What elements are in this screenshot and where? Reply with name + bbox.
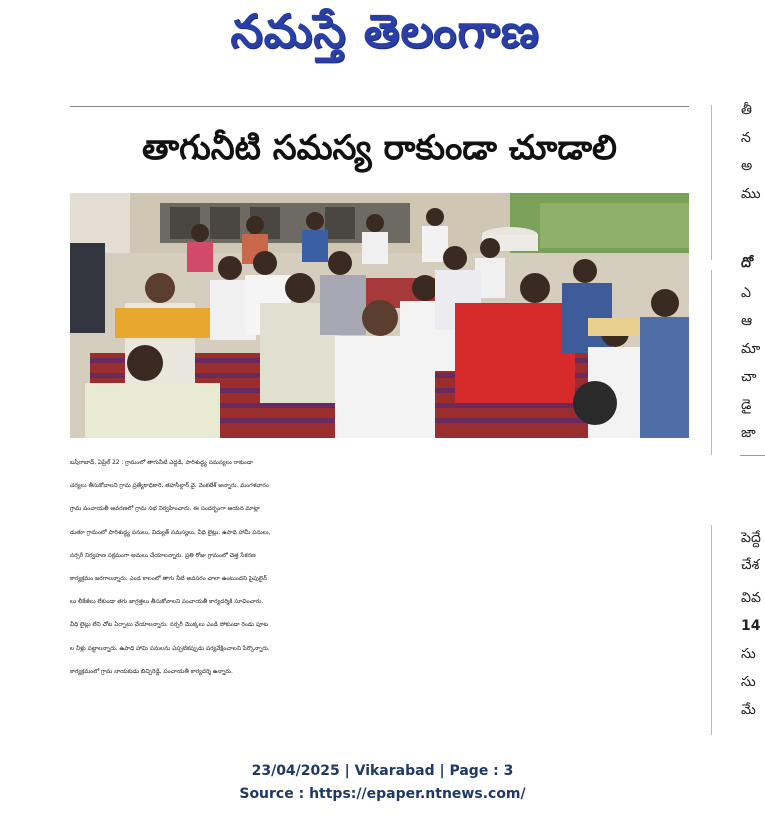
side-column-text: తీ xyxy=(741,102,752,118)
body-line: లు లీకేజీలు లేకుండా తగు జాగ్రత్తలు తీసుకోవాలని పంచాయతీ కార్యదర్శికి సూచించారు. xyxy=(70,599,264,606)
side-column-text: సు xyxy=(741,646,756,662)
body-line: డుతూ గ్రామంలో పారిశుద్ధ్య పనులు, విద్యుత్ సమస్యలు, వీధి లైట్లు, ఉపాధి హామీ పనులు, xyxy=(70,529,271,536)
body-line: చర్యలు తీసుకోవాలని గ్రామ ప్రత్యేకాధికారి, తహసీల్దార్ వై. వెంకటేశ్ అన్నారు. మంగళవారం xyxy=(70,483,269,490)
side-column-text: ఆ xyxy=(741,313,753,329)
article-headline: తాగునీటి సమస్య రాకుండా చూడాలి xyxy=(142,128,617,168)
footer-source: Source : https://epaper.ntnews.com/ xyxy=(239,786,526,802)
side-column-text: మే xyxy=(741,702,756,718)
article-body xyxy=(70,452,692,684)
body-line: వీధి లైట్లు లేని చోట ఏర్పాటు చేయాలన్నారు. నర్సరీ మొక్కలు ఎండి పోకుండా రెండు పూట xyxy=(70,622,268,629)
side-column-text: చా xyxy=(741,369,757,385)
side-divider xyxy=(740,455,765,456)
side-column-text: ము xyxy=(741,186,761,202)
side-column-text: పెద్దే xyxy=(741,530,761,546)
body-line: కార్యక్రమంలో గ్రామ నాయకుడు బిచ్చిరెడ్డి, పంచాయతీ కార్యదర్శి ఉన్నారు. xyxy=(70,668,233,675)
footer-date-edition: 23/04/2025 | Vikarabad | Page : 3 xyxy=(251,763,514,779)
side-column-text: డై xyxy=(741,397,752,413)
body-line: గ్రామ పంచాయతీ ఆవరణలో గ్రామ సభ నిర్వహించారు. ఈ సందర్భంగా ఆయన మాట్లా xyxy=(70,506,260,513)
body-line: ల నీళ్లు పట్టాలన్నారు. ఉపాధి హామి పనులను ఎప్పటికప్పుడు పర్యవేక్షించాలని పేర్కొన్నారు. xyxy=(70,645,270,652)
side-column-text: 14 xyxy=(741,618,761,634)
side-column-text: వివ xyxy=(741,590,761,606)
body-line: బషీరాబాద్, ఏప్రిల్ 22 : గ్రామంలో తాగునీటి ఎద్దడి, పారిశుద్ధ్య సమస్యలు రాకుండా xyxy=(70,460,253,466)
masthead-title: నమస్తే తెలంగాణ xyxy=(230,4,540,58)
body-line: నర్సరీ నిర్వహణ సక్రమంగా అమలు చేయాలన్నారు. ప్రతి రోజు గ్రామంలో చెత్త సేకరణ xyxy=(70,552,256,559)
side-column-text: అ xyxy=(741,158,753,174)
column-divider xyxy=(711,270,712,455)
divider xyxy=(70,106,689,107)
article-photo xyxy=(70,193,689,438)
side-column-text: మా xyxy=(741,341,761,357)
column-divider xyxy=(711,105,712,260)
body-line: కార్యక్రమం జరగాలన్నారు. ఎండ కాలంలో తాగు నీటి అవసరం చాలా ఉంటుందని పైపులైన్ xyxy=(70,576,267,583)
side-column-text: జా xyxy=(741,425,756,441)
side-column-text: సు xyxy=(741,674,756,690)
side-column-heading: దో xyxy=(741,255,754,271)
side-column-text: న xyxy=(741,130,751,146)
column-divider xyxy=(711,525,712,735)
masthead-logo xyxy=(175,4,595,70)
side-column-text: చేశ xyxy=(741,557,760,573)
side-column-text: ఎ xyxy=(741,285,751,301)
